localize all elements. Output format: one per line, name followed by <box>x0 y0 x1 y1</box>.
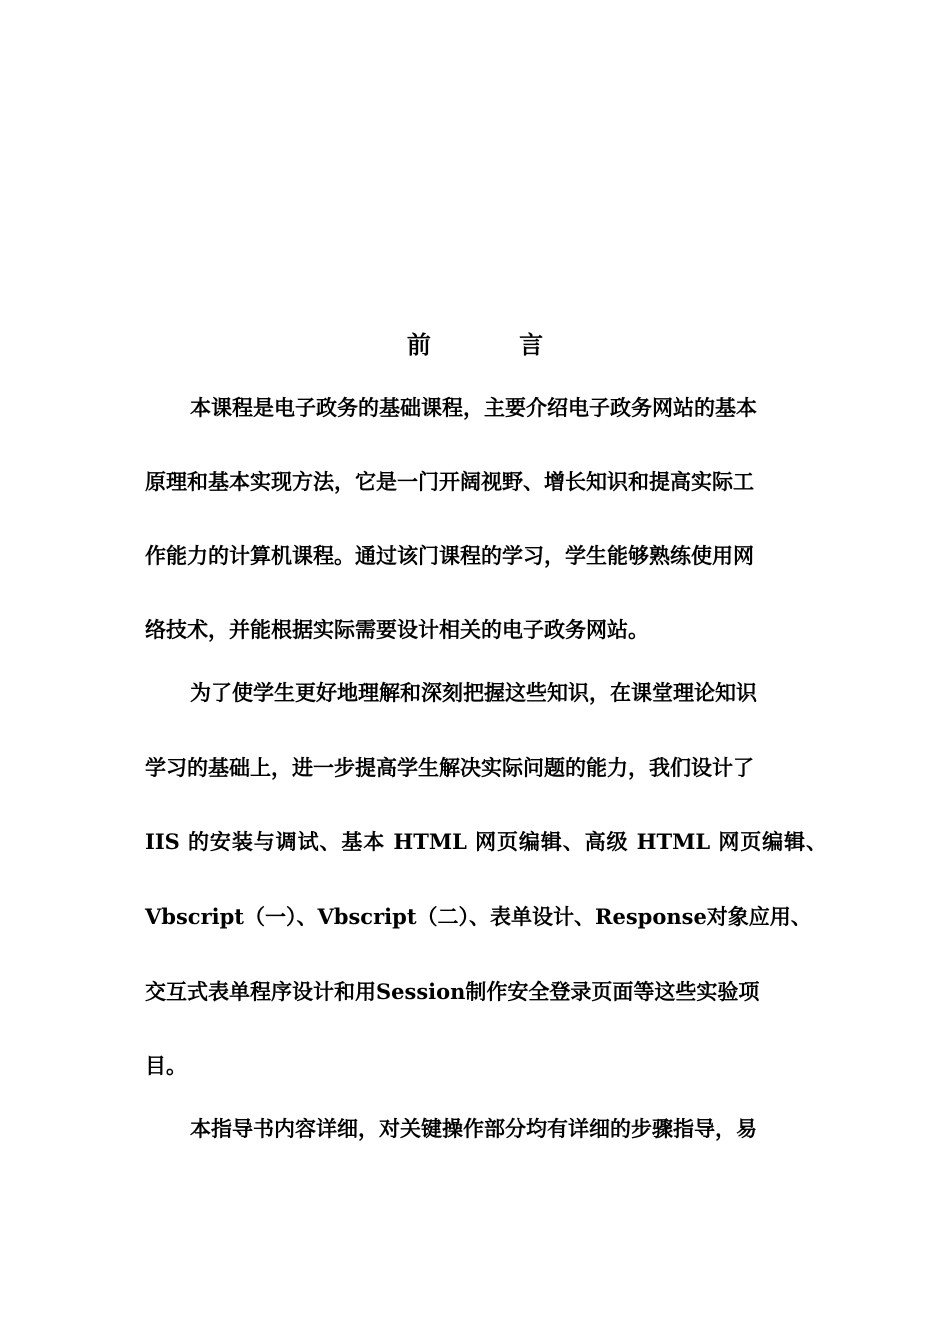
paragraph-1-line-2: 原理和基本实现方法，它是一门开阔视野、增长知识和提高实际工 <box>145 469 754 494</box>
paragraph-2-line-3: IIS 的安装与调试、基本 HTML 网页编辑、高级 HTML 网页编辑、 <box>145 829 827 854</box>
paragraph-2-line-6: 目。 <box>145 1053 187 1078</box>
paragraph-2-line-2: 学习的基础上，进一步提高学生解决实际问题的能力，我们设计了 <box>145 755 754 780</box>
paragraph-1-line-1: 本课程是电子政务的基础课程，主要介绍电子政务网站的基本 <box>190 395 757 420</box>
paragraph-2-line-4: Vbscript（一）、Vbscript（二）、表单设计、Response对象应用、 <box>145 904 812 929</box>
paragraph-1-line-4: 络技术，并能根据实际需要设计相关的电子政务网站。 <box>145 617 649 642</box>
paragraph-2-line-1: 为了使学生更好地理解和深刻把握这些知识，在课堂理论知识 <box>190 680 757 705</box>
paragraph-3-line-1: 本指导书内容详细，对关键操作部分均有详细的步骤指导，易 <box>190 1116 757 1141</box>
paragraph-2-line-5: 交互式表单程序设计和用Session制作安全登录页面等这些实验项 <box>145 979 760 1004</box>
page-title: 前 言 <box>406 330 584 359</box>
paragraph-1-line-3: 作能力的计算机课程。通过该门课程的学习，学生能够熟练使用网 <box>145 543 754 568</box>
